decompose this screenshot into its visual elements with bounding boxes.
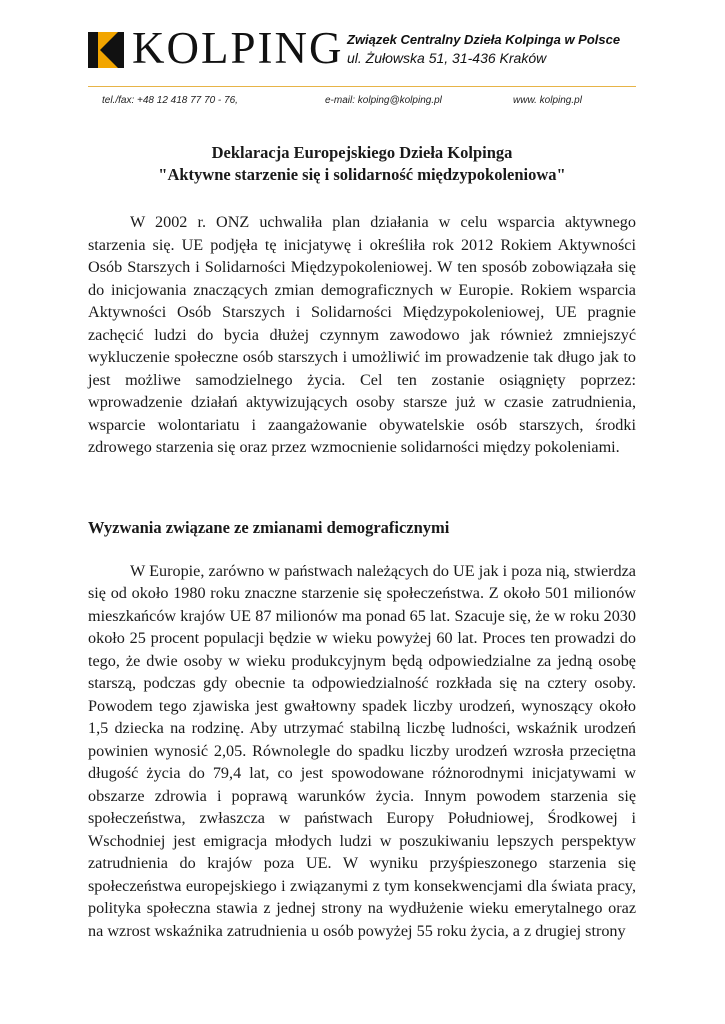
- section-heading: Wyzwania związane ze zmianami demograficznymi: [88, 517, 450, 537]
- letterhead: [0, 0, 725, 120]
- contact-email[interactable]: e-mail: kolping@kolping.pl: [325, 95, 442, 106]
- organization-name: Związek Centralny Dzieła Kolpinga w Polsce: [347, 32, 621, 47]
- organization-address: ul. Żułowska 51, 31-436 Kraków: [347, 50, 547, 66]
- header-divider: [88, 86, 636, 87]
- logo-wordmark: KOLPING: [132, 23, 344, 73]
- contact-phone: tel./fax: +48 12 418 77 70 - 76,: [102, 95, 238, 106]
- document-title-line-2: "Aktywne starzenie się i solidarność międzypokoleniowa": [158, 165, 566, 184]
- kolping-k-mark-icon: [88, 32, 124, 68]
- paragraph-intro: W 2002 r. ONZ uchwaliła plan działania w celu wsparcia aktywnego starzenia się. UE podjęła tę inicjatywę i określiła rok 2012 Rokiem Aktywności Osób Starszych i Solidarności Międzypokoleniowej. W ten sposób zobowiązała się do inicjowania znaczących zmian demograficznych w Europie. Rokiem wsparcia Aktywności Osób Starszych i Solidarności Międzypokoleniowej, UE pragnie zachęcić ludzi do bycia dłużej czynnym zawodowo jak również zmniejszyć wykluczenie społeczne osób starszych i umożliwić im prowadzenie tak długo jak to jest możliwe samodzielnego życia. Cel ten zostanie osiągnięty poprzez: wprowadzenie działań aktywizujących osoby starsze już w czasie zatrudnienia, wsparcie wolontariatu i zaangażowanie obywatelskie osób starszych, środki zdrowego starzenia się oraz przez wzmocnienie solidarności między pokoleniami.: [88, 213, 636, 456]
- document-body: [88, 142, 636, 942]
- contact-website[interactable]: www. kolping.pl: [513, 95, 582, 106]
- document-title-line-1: Deklaracja Europejskiego Dzieła Kolpinga: [211, 143, 513, 162]
- kolping-logo: [88, 23, 344, 73]
- organization-block: [347, 31, 717, 67]
- paragraph-demographics: W Europie, zarówno w państwach należących do UE jak i poza nią, stwierdza się od około 1980 roku znaczne starzenie się społeczeństwa. Z około 501 milionów mieszkańców krajów UE 87 milionów ma ponad 65 lat. Szacuje się, że w roku 2030 około 25 procent populacji będzie w wieku powyżej 60 lat. Proces ten prowadzi do tego, że dwie osoby w wieku produkcyjnym będą odpowiedzialne za jedną osobę starszą, podczas gdy obecnie ta odpowiedzialność rozkłada się na cztery osoby. Powodem tego zjawiska jest gwałtowny spadek liczby urodzeń, wynoszący około 1,5 dziecka na rodzinę. Aby utrzymać stabilną liczbę ludności, wskaźnik urodzeń powinien wynosić 2,05. Równolegle do spadku liczby urodzeń wzrosła przeciętna długość życia do 79,4 lat, co jest spowodowane różnorodnymi inicjatywami w obszarze zdrowia i poprawą warunków życia. Innym powodem starzenia się społeczeństwa, zwłaszcza w państwach Europy Południowej, Środkowej i Wschodniej jest emigracja młodych ludzi w poszukiwaniu lepszych perspektyw zatrudnienia do krajów poza UE. W wyniku przyśpieszonego starzenia się społeczeństwa europejskiego i związanymi z tym konsekwencjami dla świata pracy, polityka społeczna stawia z jednej strony na wydłużenie wieku emerytalnego oraz na wzrost wskaźnika zatrudnienia u osób powyżej 55 roku życia, a z drugiej strony: [88, 561, 636, 940]
